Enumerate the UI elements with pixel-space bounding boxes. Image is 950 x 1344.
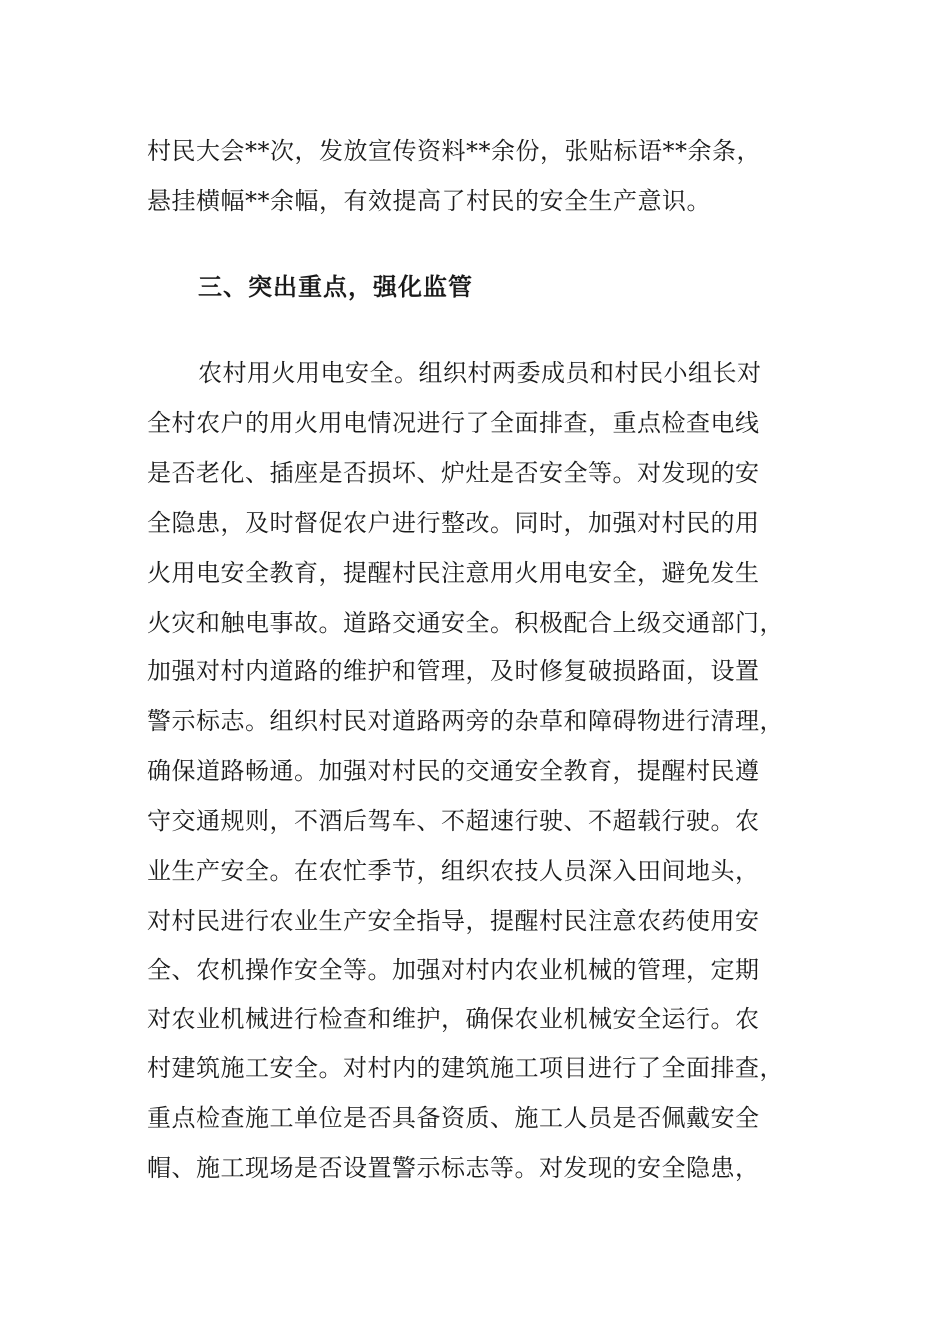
paragraph-line: 农村用火用电安全。组织村两委成员和村民小组长对 xyxy=(198,359,762,387)
paragraph-line: 帽、施工现场是否设置警示标志等。对发现的安全隐患， xyxy=(147,1154,760,1182)
paragraph-line: 村民大会**次，发放宣传资料**余份，张贴标语**余条， xyxy=(147,137,761,165)
paragraph-line: 业生产安全。在农忙季节，组织农技人员深入田间地头， xyxy=(147,857,760,885)
paragraph-line: 悬挂横幅**余幅，有效提高了村民的安全生产意识。 xyxy=(147,187,711,215)
paragraph-line: 对村民进行农业生产安全指导，提醒村民注意农药使用安 xyxy=(147,907,760,935)
paragraph-line: 全、农机操作安全等。加强对村内农业机械的管理，定期 xyxy=(147,956,760,984)
paragraph-line: 全村农户的用火用电情况进行了全面排查，重点检查电线 xyxy=(147,409,760,437)
paragraph-line: 守交通规则，不酒后驾车、不超速行驶、不超载行驶。农 xyxy=(147,807,760,835)
paragraph-line: 确保道路畅通。加强对村民的交通安全教育，提醒村民遵 xyxy=(147,757,760,785)
section-heading: 三、突出重点，强化监管 xyxy=(198,272,473,301)
paragraph-line: 加强对村内道路的维护和管理，及时修复破损路面，设置 xyxy=(147,657,760,685)
paragraph-line: 是否老化、插座是否损坏、炉灶是否安全等。对发现的安 xyxy=(147,459,760,487)
paragraph-line: 警示标志。组织村民对道路两旁的杂草和障碍物进行清理， xyxy=(147,707,784,735)
paragraph-line: 重点检查施工单位是否具备资质、施工人员是否佩戴安全 xyxy=(147,1104,760,1132)
paragraph-line: 全隐患，及时督促农户进行整改。同时，加强对村民的用 xyxy=(147,509,760,537)
paragraph-line: 村建筑施工安全。对村内的建筑施工项目进行了全面排查， xyxy=(147,1054,784,1082)
paragraph-line: 对农业机械进行检查和维护，确保农业机械安全运行。农 xyxy=(147,1005,760,1033)
paragraph-line: 火灾和触电事故。道路交通安全。积极配合上级交通部门， xyxy=(147,609,784,637)
paragraph-line: 火用电安全教育，提醒村民注意用火用电安全，避免发生 xyxy=(147,559,760,587)
